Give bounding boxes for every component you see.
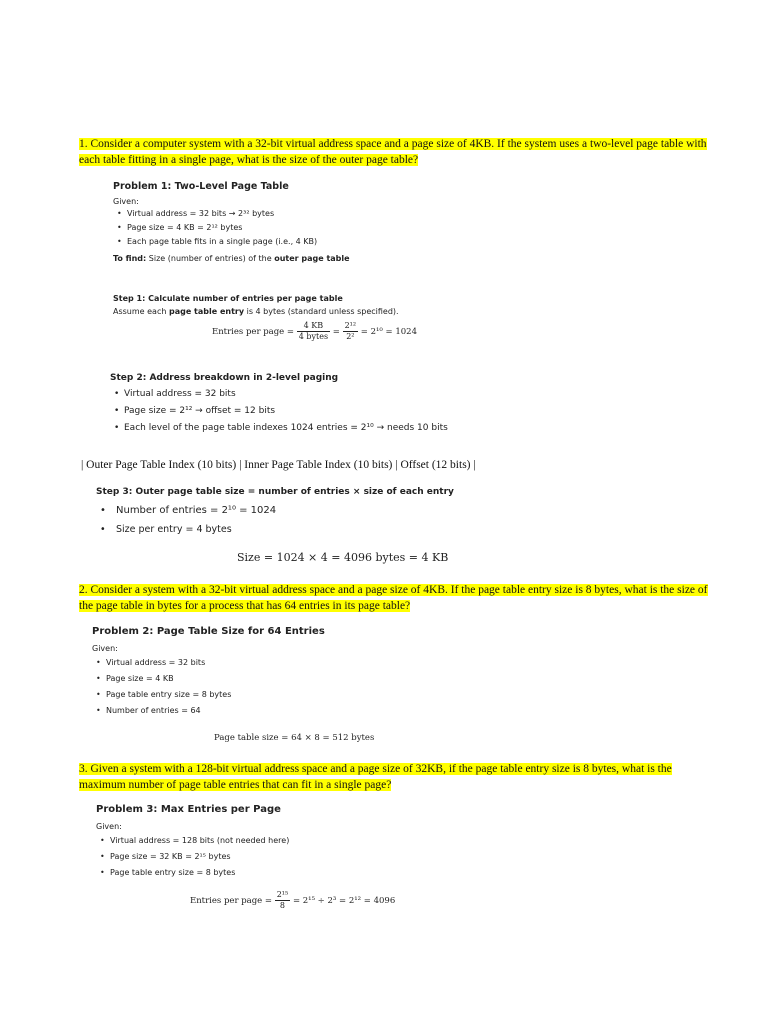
step-1-note-c: is 4 bytes (standard unless specified). <box>246 307 399 316</box>
problem-1-block <box>113 181 443 263</box>
list-item: • Number of entries = 2¹⁰ = 1024 <box>96 505 496 516</box>
address-layout-line <box>81 457 711 473</box>
problem-1-step-2 <box>110 373 470 433</box>
list-item: • Page size = 32 KB = 2¹⁵ bytes <box>96 852 396 861</box>
denominator: 8 <box>279 901 286 910</box>
denominator: 2² <box>346 332 355 341</box>
to-find-label: To find: <box>113 254 147 263</box>
question-1 <box>79 136 709 168</box>
list-item: • Size per entry = 4 bytes <box>96 524 496 535</box>
step-3-title: Step 3: Outer page table size = number of entries × size of each entry <box>96 487 454 497</box>
numerator: 2¹² <box>344 321 357 330</box>
problem-1-step-3 <box>96 487 496 535</box>
question-1-text: 1. Consider a computer system with a 32-bit virtual address space and a page size of 4KB. If the system uses a two-level page table with each table fitting in a single page, what is the size of the outer page table? <box>79 138 707 166</box>
fraction <box>275 890 291 911</box>
problem-1-given-list <box>113 209 443 246</box>
address-layout-text: | Outer Page Table Index (10 bits) | Inner Page Table Index (10 bits) | Offset (12 bits) | <box>81 459 476 471</box>
equation-entries-per-page: Entries per page = $\frac{4 KB}{\text{4 bytes}}$ = $\frac{\text{2¹²}}{\text{2²}}$ = 2¹⁰ = 1024 <box>212 321 418 341</box>
step-1-title: Step 1: Calculate number of entries per page table <box>113 294 343 303</box>
list-item: • Page table entry size = 8 bytes <box>92 690 392 699</box>
problem-1-step-1 <box>113 294 443 316</box>
fraction <box>297 321 330 342</box>
step-1-note-a: Assume each <box>113 307 167 316</box>
list-item: • Virtual address = 128 bits (not needed here) <box>96 836 396 845</box>
fraction <box>343 321 359 342</box>
eq-right: = 2¹⁰ = 1024 <box>360 327 418 337</box>
equation-page-table-size: Page table size = 64 × 8 = 512 bytes <box>214 733 375 743</box>
problem-3-given-list <box>96 836 396 877</box>
problem-2-title: Problem 2: Page Table Size for 64 Entries <box>92 626 325 637</box>
to-find-text: Size (number of entries) of the <box>148 254 272 263</box>
list-item: • Virtual address = 32 bits <box>92 658 392 667</box>
question-2 <box>79 582 709 614</box>
list-item: • Page table entry size = 8 bytes <box>96 868 396 877</box>
eq-left: Entries per page = <box>212 327 295 337</box>
step-3-list <box>96 505 496 535</box>
step-1-note <box>113 307 443 316</box>
list-item: • Virtual address = 32 bits → 2³² bytes <box>113 209 443 218</box>
to-find <box>113 254 443 263</box>
list-item: • Page size = 2¹² → offset = 12 bits <box>110 406 470 416</box>
question-2-text: 2. Consider a system with a 32-bit virtual address space and a page size of 4KB. If the page table entry size is 8 bytes, what is the size of the page table in bytes for a process that has 64 entries in its page table? <box>79 584 708 612</box>
given-label: Given: <box>92 644 118 653</box>
denominator: 4 bytes <box>298 332 329 341</box>
list-item: • Each page table fits in a single page (i.e., 4 KB) <box>113 237 443 246</box>
problem-1-title: Problem 1: Two-Level Page Table <box>113 181 289 192</box>
given-label: Given: <box>96 822 122 831</box>
numerator: 4 KB <box>297 321 330 332</box>
step-2-title: Step 2: Address breakdown in 2-level paging <box>110 373 339 383</box>
problem-2-block <box>92 626 392 715</box>
step-1-note-b: page table entry <box>168 307 245 316</box>
given-label: Given: <box>113 197 139 206</box>
problem-2-given-list <box>92 658 392 715</box>
eq-right: = 2¹⁵ ÷ 2³ = 2¹² = 4096 <box>292 896 396 906</box>
problem-3-block <box>96 804 396 877</box>
equation-outer-size: Size = 1024 × 4 = 4096 bytes = 4 KB <box>237 551 449 564</box>
eq-left: Entries per page = <box>190 896 273 906</box>
question-3-text: 3. Given a system with a 128-bit virtual address space and a page size of 32KB, if the page table entry size is 8 bytes, what is the maximum number of page table entries that can fit in a single page? <box>79 763 672 791</box>
list-item: • Number of entries = 64 <box>92 706 392 715</box>
question-3 <box>79 761 709 793</box>
list-item: • Each level of the page table indexes 1024 entries = 2¹⁰ → needs 10 bits <box>110 423 470 433</box>
list-item: • Page size = 4 KB = 2¹² bytes <box>113 223 443 232</box>
numerator: 2¹⁵ <box>276 890 289 899</box>
equation-max-entries <box>190 890 395 911</box>
to-find-emph: outer page table <box>274 254 350 263</box>
list-item: • Virtual address = 32 bits <box>110 389 470 399</box>
step-2-list <box>110 389 470 433</box>
list-item: • Page size = 4 KB <box>92 674 392 683</box>
problem-3-title: Problem 3: Max Entries per Page <box>96 804 281 815</box>
